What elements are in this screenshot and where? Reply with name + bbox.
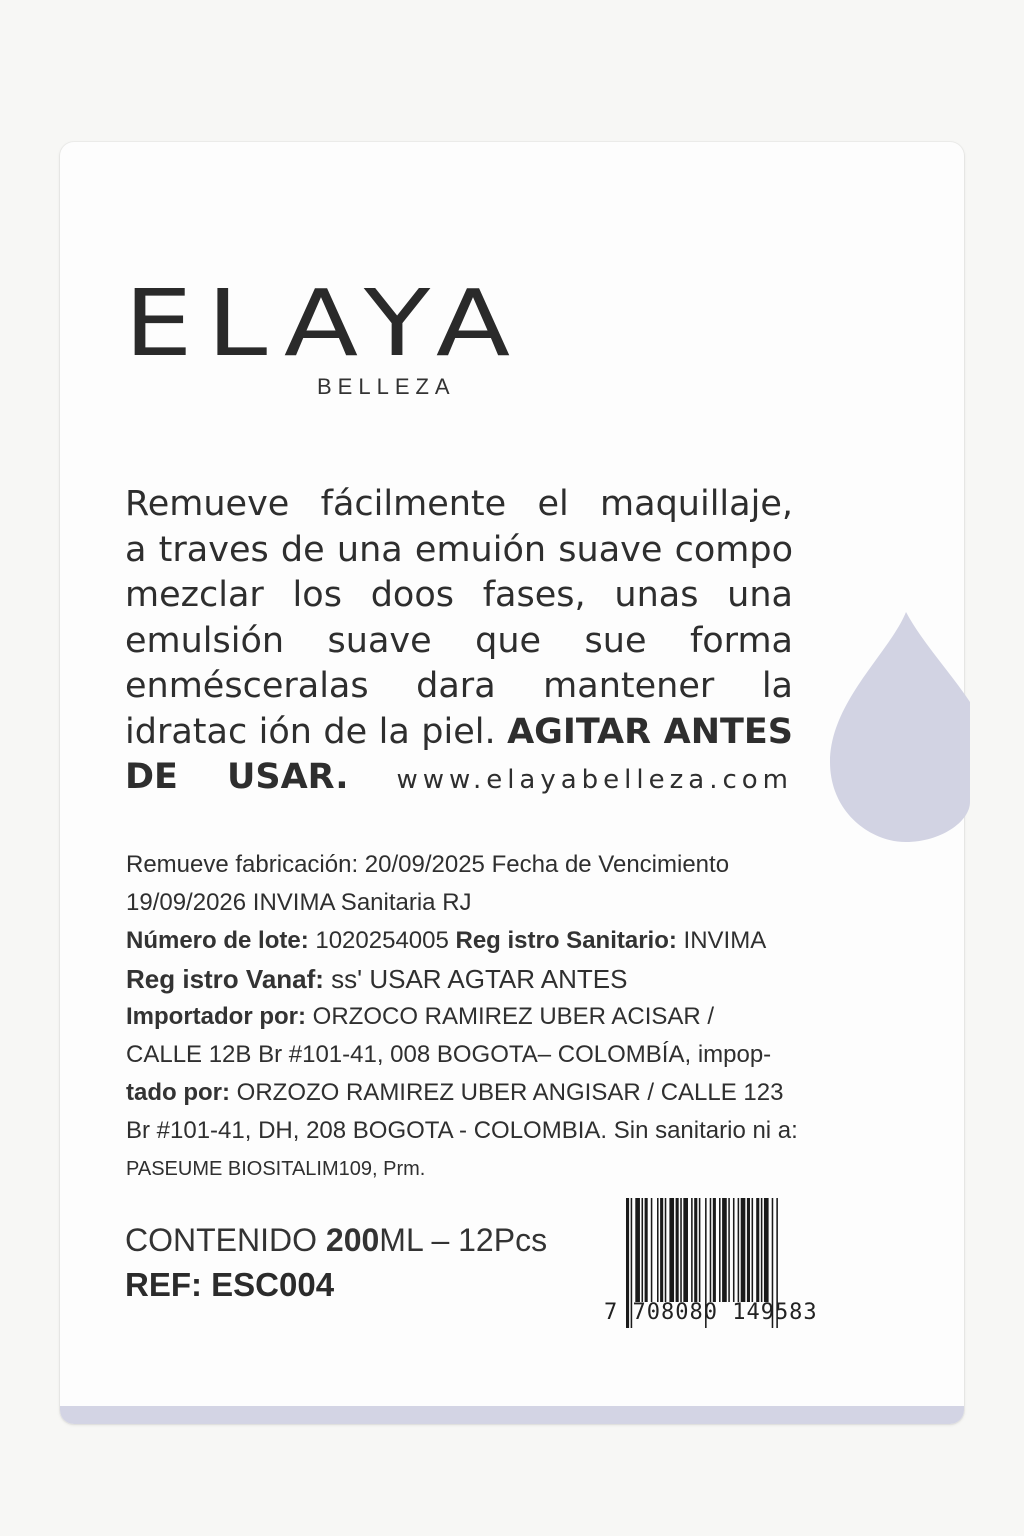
- description-text: idratac ión de la piel.: [125, 711, 496, 752]
- barcode-bar: [733, 1198, 735, 1302]
- description-line: Remueve fácilmente el maquillaje,: [125, 484, 793, 524]
- barcode-bar: [699, 1198, 701, 1302]
- card-bottom-band: [60, 1406, 964, 1424]
- barcode-bar: [691, 1198, 693, 1302]
- barcode-bar: [660, 1198, 663, 1302]
- registry-value: INVIMA: [676, 927, 767, 954]
- imported-by: [126, 1074, 846, 1112]
- importer: [126, 998, 846, 1036]
- barcode-bar: [738, 1198, 740, 1302]
- content-volume: [125, 1222, 547, 1259]
- vanaf-value: ss' USAR AGTAR ANTES: [323, 964, 628, 994]
- website-link: www.elayabelleza.com: [396, 765, 793, 795]
- barcode-bar: [722, 1198, 727, 1302]
- barcode-number: 7 708080 149583: [604, 1300, 818, 1325]
- product-reference: REF: ESC004: [125, 1266, 335, 1303]
- brand-logo: ELAYA: [124, 270, 525, 377]
- imported-by-address: Br #101-41, DH, 208 BOGOTA - COLOMBIA. Sin sanitario ni a:: [126, 1117, 798, 1144]
- barcode-bar: [728, 1198, 730, 1302]
- registry-vanaf: [126, 960, 846, 998]
- content-suffix: ML – 12Pcs: [379, 1222, 548, 1258]
- barcode-bar: [657, 1198, 659, 1302]
- barcode-bar: [683, 1198, 688, 1302]
- lot-label: Número de lote:: [126, 927, 309, 954]
- barcode-bar: [741, 1198, 746, 1302]
- barcode-bar: [713, 1198, 716, 1302]
- imported-by-value: ORZOZO RAMIREZ UBER ANGISAR / CALLE 123: [229, 1079, 784, 1106]
- barcode-bar: [676, 1198, 679, 1302]
- barcode-bar: [756, 1198, 759, 1302]
- expiry-date: 19/09/2026 INVIMA Sanitaria RJ: [126, 889, 472, 916]
- shake-warning: AGITAR ANTES: [507, 711, 793, 752]
- content-prefix: CONTENIDO: [125, 1222, 326, 1258]
- barcode-bar: [680, 1198, 682, 1302]
- barcode-bar: [669, 1198, 674, 1302]
- manufacture-dates: Remueve fabricación: 20/09/2025 Fecha de Vencimiento: [126, 851, 730, 878]
- water-drop-icon: [830, 612, 970, 844]
- water-drop-shape: [830, 612, 970, 842]
- sanitary-note: PASEUME BIOSITALIM109, Prm.: [126, 1158, 426, 1180]
- registry-label: Reg istro Sanitario:: [455, 927, 677, 954]
- lot-and-registry: [126, 922, 846, 960]
- description-line: a traves de una emuión suave compo: [125, 529, 793, 570]
- barcode-bar: [761, 1198, 763, 1302]
- description-line: emulsión suave que sue forma: [125, 620, 793, 661]
- description-line-6: [125, 710, 793, 756]
- barcode-bar: [635, 1198, 640, 1302]
- barcode-bar: [747, 1198, 750, 1302]
- lot-number: 1020254005: [308, 927, 456, 954]
- importer-label: Importador por:: [126, 1003, 306, 1030]
- brand-tagline: BELLEZA: [317, 374, 456, 399]
- imported-by-label: tado por:: [126, 1079, 230, 1106]
- description-line-7: [125, 755, 793, 804]
- barcode-bar: [642, 1198, 644, 1302]
- barcode-bar: [719, 1198, 721, 1302]
- product-info: [126, 846, 846, 1188]
- barcode-bar: [764, 1198, 769, 1302]
- barcode-bar: [710, 1198, 712, 1302]
- product-description: [125, 482, 793, 804]
- shake-warning-end: DE USAR.: [125, 757, 349, 797]
- importer-value: ORZOCO RAMIREZ UBER ACISAR /: [306, 1003, 715, 1030]
- importer-address: CALLE 12B Br #101-41, 008 BOGOTA– COLOMBÍA, impop-: [126, 1041, 772, 1068]
- barcode-bar: [665, 1198, 667, 1302]
- description-line: mezclar los doos fases, unas una: [125, 575, 793, 615]
- content-amount: 200: [325, 1222, 380, 1258]
- barcode-bar: [645, 1198, 648, 1302]
- description-line: enmésceralas dara mantener la: [125, 666, 793, 706]
- barcode-bar: [651, 1198, 653, 1302]
- vanaf-label: Reg istro Vanaf:: [126, 964, 324, 994]
- barcode-bar: [694, 1198, 697, 1302]
- barcode-bar: [752, 1198, 754, 1302]
